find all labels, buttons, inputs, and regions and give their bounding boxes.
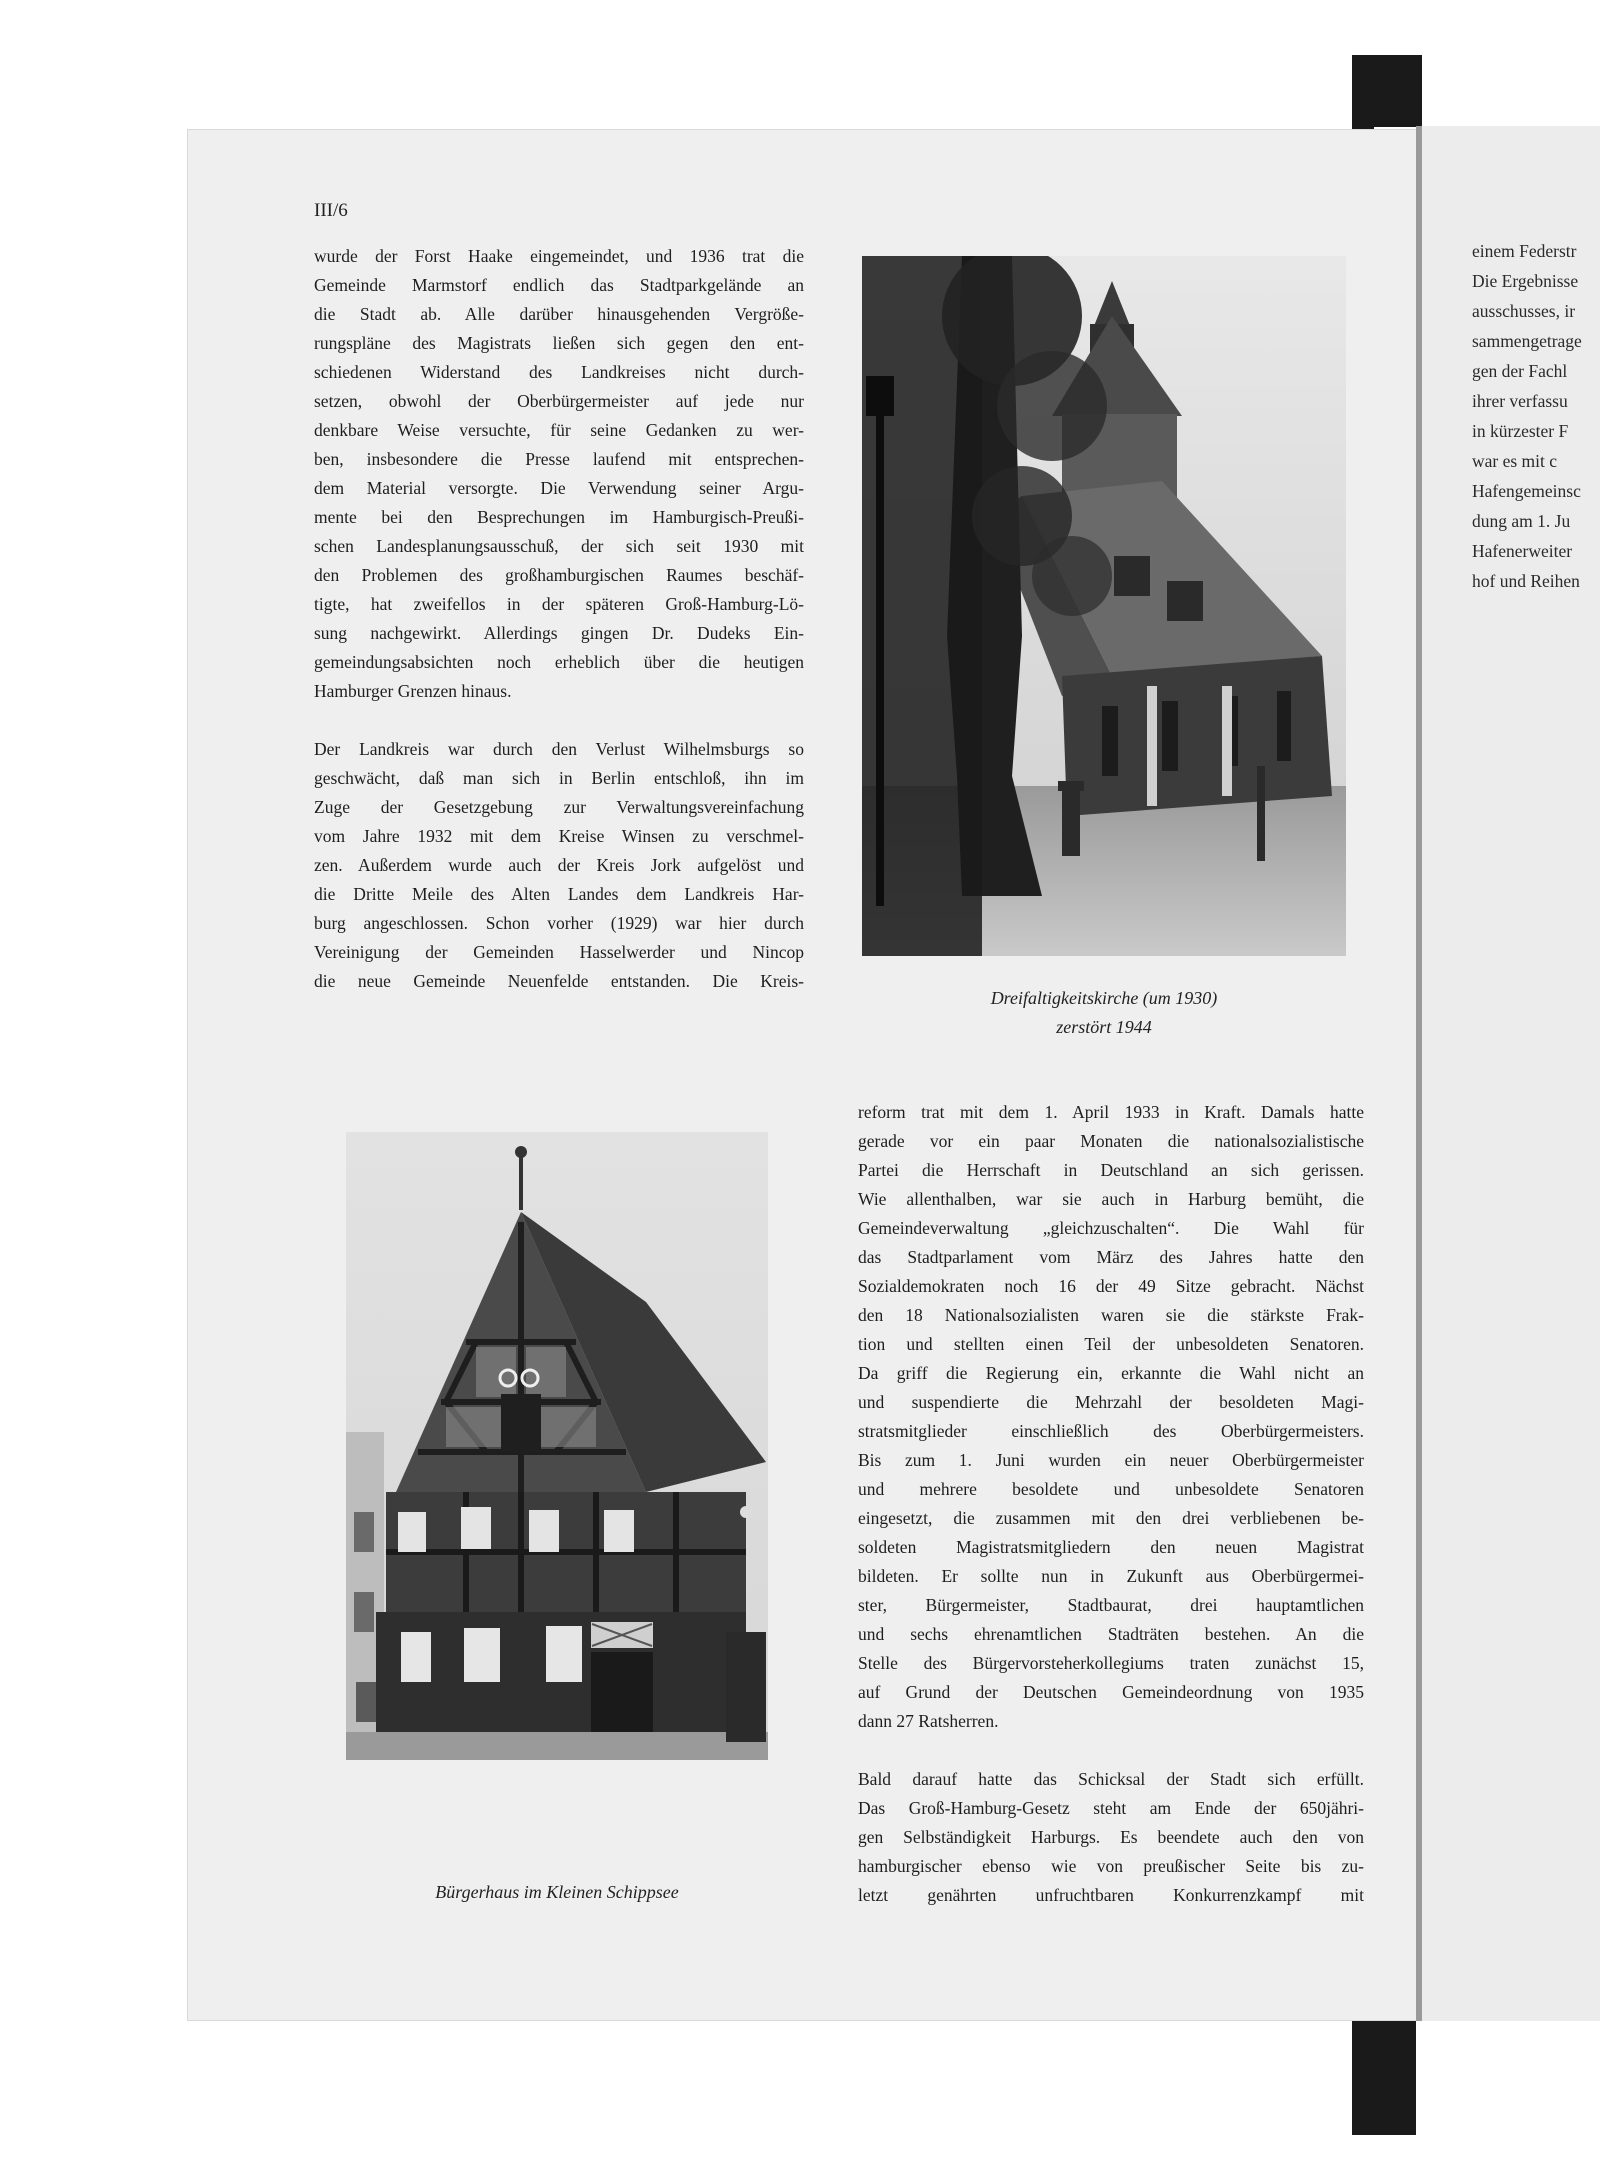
text-line: soldeten Magistratsmitgliedern den neuen Magistrat [858,1537,1364,1557]
text-line: tion und stellten einen Teil der unbesoldeten Senatoren. [858,1334,1364,1354]
church-caption-line-1: Dreifaltigkeitskirche (um 1930) [990,988,1218,1008]
text-line: reform trat mit dem 1. April 1933 in Kraft. Damals hatte [858,1102,1364,1122]
text-line: das Stadtparlament vom März des Jahres hatte den [858,1247,1364,1267]
text-line: Gemeinde Marmstorf endlich das Stadtparkgelände an [314,275,804,295]
text-line: geschwächt, daß man sich in Berlin entschloß, ihn im [314,768,804,788]
text-line: Der Landkreis war durch den Verlust Wilhelmsburgs so [314,739,804,759]
text-line: ben, insbesondere die Presse laufend mit entsprechen- [314,449,804,469]
house-photo [346,1132,768,1760]
text-line: gerade vor ein paar Monaten die nationalsozialistische [858,1131,1364,1151]
text-line: Gemeindeverwaltung „gleichzuschalten“. Die Wahl für [858,1218,1364,1238]
text-line: Hamburger Grenzen hinaus. [314,681,512,701]
text-line: Partei die Herrschaft in Deutschland an sich gerissen. [858,1160,1364,1180]
text-line: die Dritte Meile des Alten Landes dem Landkreis Har- [314,884,804,904]
text-line: schiedenen Widerstand des Landkreises nicht durch- [314,362,804,382]
binding-strip-top [1352,55,1422,127]
facing-page-line: war es mit c [1472,451,1558,471]
facing-page-line: sammengetrage [1472,331,1582,351]
text-line: gen Selbständigkeit Harburgs. Es beendete auch den von [858,1827,1364,1847]
text-line: Stelle des Bürgervorsteherkollegiums traten zunächst 15, [858,1653,1364,1673]
church-caption-line-2: zerstört 1944 [1056,1017,1152,1037]
text-line: auf Grund der Deutschen Gemeindeordnung von 1935 [858,1682,1364,1702]
facing-page [1416,126,1600,2021]
text-line: Sozialdemokraten noch 16 der 49 Sitze gebracht. Nächst [858,1276,1364,1296]
text-line: mente bei den Besprechungen im Hamburgisch-Preußi- [314,507,804,527]
text-line: und suspendierte die Mehrzahl der besoldeten Magi- [858,1392,1364,1412]
text-line: letzt genährten unfruchtbaren Konkurrenzkampf mit [858,1885,1364,1905]
text-line: setzen, obwohl der Oberbürgermeister auf jede nur [314,391,804,411]
house-caption: Bürgerhaus im Kleinen Schippsee [435,1882,679,1902]
facing-page-line: hof und Reihen [1472,571,1580,591]
text-line: burg angeschlossen. Schon vorher (1929) war hier durch [314,913,804,933]
text-line: Bis zum 1. Juni wurden ein neuer Oberbürgermeister [858,1450,1364,1470]
facing-page-line: Hafengemeinsc [1472,481,1581,501]
text-line: den 18 Nationalsozialisten waren sie die stärkste Frak- [858,1305,1364,1325]
text-line: eingesetzt, die zusammen mit den drei verbliebenen be- [858,1508,1364,1528]
text-line: Vereinigung der Gemeinden Hasselwerder und Nincop [314,942,804,962]
church-photo [862,256,1346,956]
facing-page-line: Die Ergebnisse [1472,271,1579,291]
text-line: bildeten. Er sollte nun in Zukunft aus Oberbürgermei- [858,1566,1364,1586]
facing-page-line: Hafenerweiter [1472,541,1573,561]
text-line: Bald darauf hatte das Schicksal der Stadt sich erfüllt. [858,1769,1364,1789]
church-photo-image [862,256,1346,956]
text-line: vom Jahre 1932 mit dem Kreise Winsen zu verschmel- [314,826,804,846]
facing-page-line: in kürzester F [1472,421,1569,441]
text-line: den Problemen des großhamburgischen Raumes beschäf- [314,565,804,585]
right-text-column [858,1098,1364,1910]
right-paragraph-1 [858,1098,1364,1736]
text-line: tigte, hat zweifellos in der späteren Groß-Hamburg-Lö- [314,594,804,614]
text-line: und sechs ehrenamtlichen Stadträten bestehen. An die [858,1624,1364,1644]
text-line: stratsmitglieder einschließlich des Oberbürgermeisters. [858,1421,1364,1441]
left-paragraph-2 [314,735,804,996]
left-text-column [314,242,804,996]
facing-page-line: gen der Fachl [1472,361,1568,381]
house-photo-image [346,1132,768,1760]
book-page [188,130,1416,2020]
facing-page-line: ausschusses, ir [1472,301,1576,321]
text-line: zen. Außerdem wurde auch der Kreis Jork aufgelöst und [314,855,804,875]
church-caption [862,984,1346,1042]
text-line: gemeindungsabsichten noch erheblich über die heutigen [314,652,804,672]
facing-page-line: ihrer verfassu [1472,391,1568,411]
text-line: Wie allenthalben, war sie auch in Harburg bemüht, die [858,1189,1364,1209]
left-paragraph-1 [314,242,804,706]
text-line: schen Landesplanungsausschuß, der sich seit 1930 mit [314,536,804,556]
text-line: rungspläne des Magistrats ließen sich gegen den ent- [314,333,804,353]
text-line: die Stadt ab. Alle darüber hinausgehenden Vergröße- [314,304,804,324]
text-line: hamburgischer ebenso wie von preußischer Seite bis zu- [858,1856,1364,1876]
facing-page-line: einem Federstr [1472,241,1577,261]
binding-strip-bottom [1352,2010,1416,2135]
text-line: denkbare Weise versuchte, für seine Gedanken zu wer- [314,420,804,440]
text-line: Das Groß-Hamburg-Gesetz steht am Ende der 650jähri- [858,1798,1364,1818]
text-line: dann 27 Ratsherren. [858,1711,999,1731]
text-line: und mehrere besoldete und unbesoldete Senatoren [858,1479,1364,1499]
text-line: dem Material versorgte. Die Verwendung seiner Argu- [314,478,804,498]
facing-page-line: dung am 1. Ju [1472,511,1571,531]
text-line: die neue Gemeinde Neuenfelde entstanden. Die Kreis- [314,971,804,991]
text-line: wurde der Forst Haake eingemeindet, und 1936 trat die [314,246,804,266]
facing-page-text [1472,236,1582,596]
text-line: sung nachgewirkt. Allerdings gingen Dr. Dudeks Ein- [314,623,804,643]
text-line: Zuge der Gesetzgebung zur Verwaltungsvereinfachung [314,797,804,817]
text-line: ster, Bürgermeister, Stadtbaurat, drei hauptamtlichen [858,1595,1364,1615]
page-number: III/6 [314,200,348,221]
text-line: Da griff die Regierung ein, erkannte die Wahl nicht an [858,1363,1364,1383]
right-paragraph-2 [858,1765,1364,1910]
